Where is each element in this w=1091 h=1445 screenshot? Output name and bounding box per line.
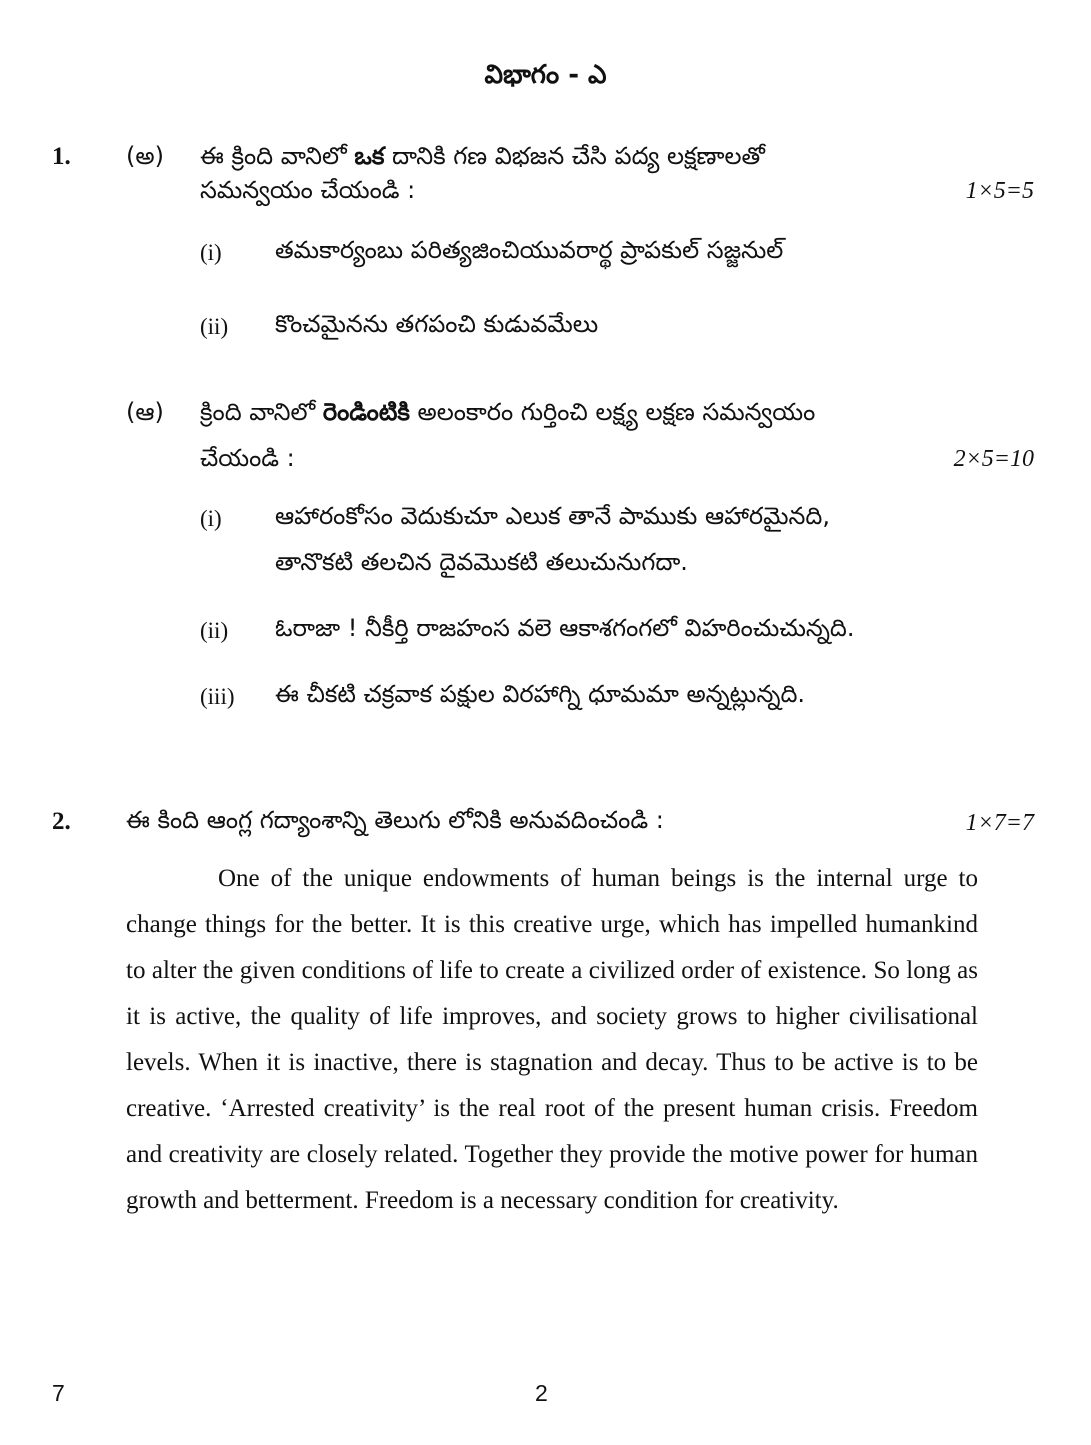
q1b-item-1-number: (i) (200, 506, 222, 531)
q2-marks: 1×7=7 (965, 810, 1034, 836)
q1b-item-1-text-line2: తానొకటి తలచిన దైవమొకటి తలుచునుగదా. (275, 548, 688, 576)
q1b-line2: చేయండి : (200, 444, 295, 472)
q1a-line1-bold: ఒక (354, 142, 385, 170)
section-title: విభాగం - ఎ (484, 60, 607, 90)
q1b-marks: 2×5=10 (953, 446, 1034, 472)
q1a-label: (అ) (126, 142, 164, 170)
q1b-item-2-number: (ii) (200, 618, 229, 643)
q1b-item-2-text: ఓరాజా ! నీకీర్తి రాజహంస వలె ఆకాశగంగలో విహరించుచున్నది. (275, 614, 855, 642)
q1a-item-1-number: (i) (200, 240, 222, 265)
q1a-item-2-number: (ii) (200, 314, 229, 339)
page-number: 2 (535, 1380, 548, 1406)
q1a-item-1-text: తమకార్యంబు పరిత్యజించియువరార్థ ప్రాపకుల్ సజ్జనుల్ (275, 236, 784, 264)
question-2-number: 2. (52, 808, 71, 835)
q1b-line1-pre: క్రింది వానిలో (200, 398, 323, 426)
q1b-line1-post: అలంకారం గుర్తించి లక్ష్య లక్షణ సమన్వయం (409, 398, 816, 426)
q2-passage: One of the unique endowments of human beings is the internal urge to change things for the better. It is this creative urge, which has impelled humankind to alter the given conditions of life to create a civilized order of existence. So long as it is active, the quality of life improves, and society grows to higher civilisational levels. When it is inactive, there is stagnation and decay. Thus to be active is to be creative. ‘Arrested creativity’ is the real root of the present human crisis. Freedom and creativity are closely related. Together they provide the motive power for human growth and betterment. Freedom is a necessary condition for creativity. (126, 865, 978, 1214)
q1a-line1-pre: ఈ క్రింది వానిలో (200, 142, 355, 170)
q1a-item-2-text: కొంచమైనను తగపంచి కుడువమేలు (275, 310, 599, 338)
q2-instruction: ఈ కింది ఆంగ్ల గద్యాంశాన్ని తెలుగు లోనికి అనువదించండి : (126, 806, 664, 834)
q1b-line1-bold: రెండింటికి (322, 398, 410, 426)
q1a-line2: సమన్వయం చేయండి : (200, 176, 416, 204)
q1b-item-3-text: ఈ చీకటి చక్రవాక పక్షుల విరహాగ్ని ధూమమా అన్నట్లున్నది. (275, 680, 806, 708)
q1a-line1 (200, 142, 980, 176)
q1b-item-1-text-line1: ఆహారంకోసం వెదుకుచూ ఎలుక తానే పాముకు ఆహారమైనది, (275, 502, 830, 530)
q1b-item-3-number: (iii) (200, 684, 235, 709)
q1a-marks: 1×5=5 (965, 178, 1034, 204)
q1b-label: (ఆ) (126, 398, 164, 426)
question-1-number: 1. (52, 143, 71, 170)
q1b-line1 (200, 398, 980, 432)
footer-code: 7 (52, 1380, 65, 1406)
q1a-line1-post: దానికి గణ విభజన చేసి పద్య లక్షణాలతో (384, 142, 765, 170)
